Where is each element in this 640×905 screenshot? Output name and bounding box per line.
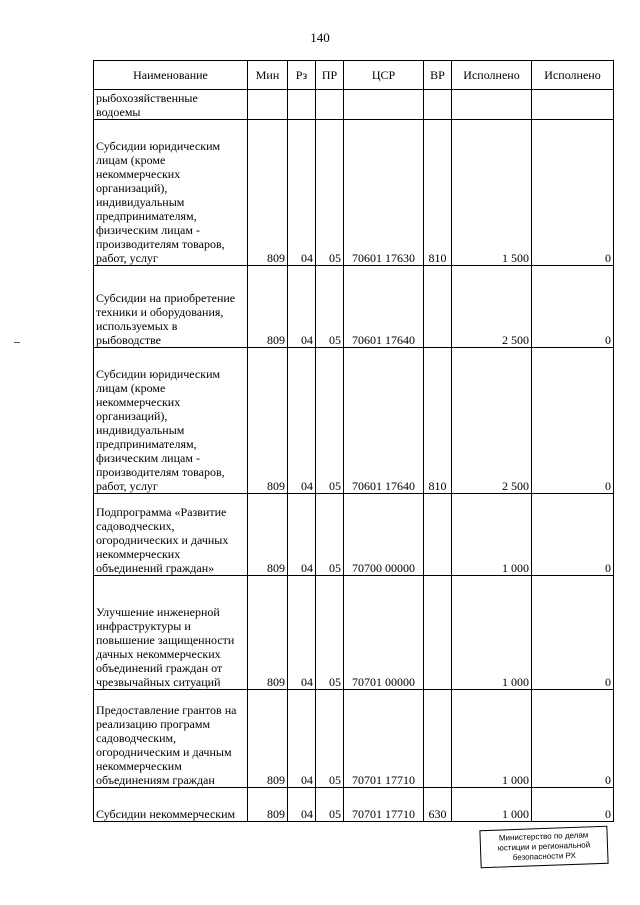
- row-executed-2: 0: [532, 788, 614, 822]
- row-min: 809: [248, 788, 288, 822]
- row-pr: [316, 90, 344, 120]
- row-csr: 70700 00000: [344, 494, 424, 576]
- row-rz: 04: [288, 120, 316, 266]
- row-name: Подпрограмма «Развитие садоводческих, огороднических и дачных некоммерческих объединений граждан»: [94, 494, 248, 576]
- row-pr: 05: [316, 266, 344, 348]
- column-header-min: Мин: [248, 61, 288, 90]
- row-executed-2: [532, 90, 614, 120]
- row-executed-2: 0: [532, 576, 614, 690]
- row-executed-1: 2 500: [452, 348, 532, 494]
- row-rz: [288, 90, 316, 120]
- row-name: Субсидии юридическим лицам (кроме некоммерческих организаций), индивидуальным предпринимателям, физическим лицам - производителям товаров, работ, услуг: [94, 348, 248, 494]
- column-header-vr: ВР: [424, 61, 452, 90]
- budget-table: [93, 60, 614, 822]
- margin-mark: [14, 342, 20, 343]
- row-executed-1: 1 000: [452, 788, 532, 822]
- column-header-csr: ЦСР: [344, 61, 424, 90]
- row-csr: [344, 90, 424, 120]
- row-vr: 630: [424, 788, 452, 822]
- row-rz: 04: [288, 788, 316, 822]
- row-executed-1: [452, 90, 532, 120]
- row-min: [248, 90, 288, 120]
- stamp-line-2: юстиции и региональной: [497, 840, 591, 853]
- row-vr: [424, 690, 452, 788]
- table-row: [94, 120, 614, 266]
- row-rz: 04: [288, 494, 316, 576]
- row-name: Улучшение инженерной инфраструктуры и повышение защищенности дачных некоммерческих объединений граждан от чрезвычайных ситуаций: [94, 576, 248, 690]
- row-csr: 70601 17630: [344, 120, 424, 266]
- row-csr: 70601 17640: [344, 348, 424, 494]
- column-header-rz: Рз: [288, 61, 316, 90]
- row-vr: 810: [424, 120, 452, 266]
- stamp-line-3: безопасности РХ: [512, 850, 577, 863]
- row-pr: 05: [316, 690, 344, 788]
- row-executed-1: 1 000: [452, 690, 532, 788]
- row-vr: [424, 90, 452, 120]
- row-csr: 70601 17640: [344, 266, 424, 348]
- row-pr: 05: [316, 576, 344, 690]
- table-row: [94, 690, 614, 788]
- row-pr: 05: [316, 788, 344, 822]
- ministry-stamp: [479, 826, 608, 868]
- row-executed-2: 0: [532, 266, 614, 348]
- row-name: рыбохозяйственные водоемы: [94, 90, 248, 120]
- table-row: [94, 576, 614, 690]
- row-pr: 05: [316, 120, 344, 266]
- row-min: 809: [248, 494, 288, 576]
- row-name: Субсидии юридическим лицам (кроме некоммерческих организаций), индивидуальным предпринимателям, физическим лицам - производителям товаров, работ, услуг: [94, 120, 248, 266]
- row-pr: 05: [316, 494, 344, 576]
- table-row: [94, 266, 614, 348]
- stamp-line-1: Министерство по делам: [498, 830, 589, 843]
- row-name: Субсидии на приобретение техники и оборудования, используемых в рыбоводстве: [94, 266, 248, 348]
- column-header-name: Наименование: [94, 61, 248, 90]
- row-name: Субсидии некоммерческим: [94, 788, 248, 822]
- row-min: 809: [248, 266, 288, 348]
- row-executed-2: 0: [532, 348, 614, 494]
- row-rz: 04: [288, 348, 316, 494]
- row-min: 809: [248, 120, 288, 266]
- header-row: [94, 61, 614, 90]
- row-vr: [424, 494, 452, 576]
- row-executed-2: 0: [532, 494, 614, 576]
- row-vr: 810: [424, 348, 452, 494]
- row-name: Предоставление грантов на реализацию программ садоводческим, огородническим и дачным некоммерческим объединениям граждан: [94, 690, 248, 788]
- row-pr: 05: [316, 348, 344, 494]
- row-executed-1: 2 500: [452, 266, 532, 348]
- column-header-executed-2: Исполнено: [532, 61, 614, 90]
- page-number: 140: [310, 30, 330, 45]
- table-row: [94, 90, 614, 120]
- table-row: [94, 348, 614, 494]
- row-rz: 04: [288, 266, 316, 348]
- row-rz: 04: [288, 690, 316, 788]
- row-rz: 04: [288, 576, 316, 690]
- row-executed-1: 1 000: [452, 494, 532, 576]
- row-csr: 70701 00000: [344, 576, 424, 690]
- row-csr: 70701 17710: [344, 690, 424, 788]
- row-min: 809: [248, 690, 288, 788]
- row-min: 809: [248, 348, 288, 494]
- row-vr: [424, 266, 452, 348]
- column-header-executed-1: Исполнено: [452, 61, 532, 90]
- row-min: 809: [248, 576, 288, 690]
- table-row: [94, 788, 614, 822]
- row-csr: 70701 17710: [344, 788, 424, 822]
- row-executed-1: 1 000: [452, 576, 532, 690]
- table-row: [94, 494, 614, 576]
- row-executed-2: 0: [532, 690, 614, 788]
- row-executed-2: 0: [532, 120, 614, 266]
- column-header-pr: ПР: [316, 61, 344, 90]
- row-vr: [424, 576, 452, 690]
- row-executed-1: 1 500: [452, 120, 532, 266]
